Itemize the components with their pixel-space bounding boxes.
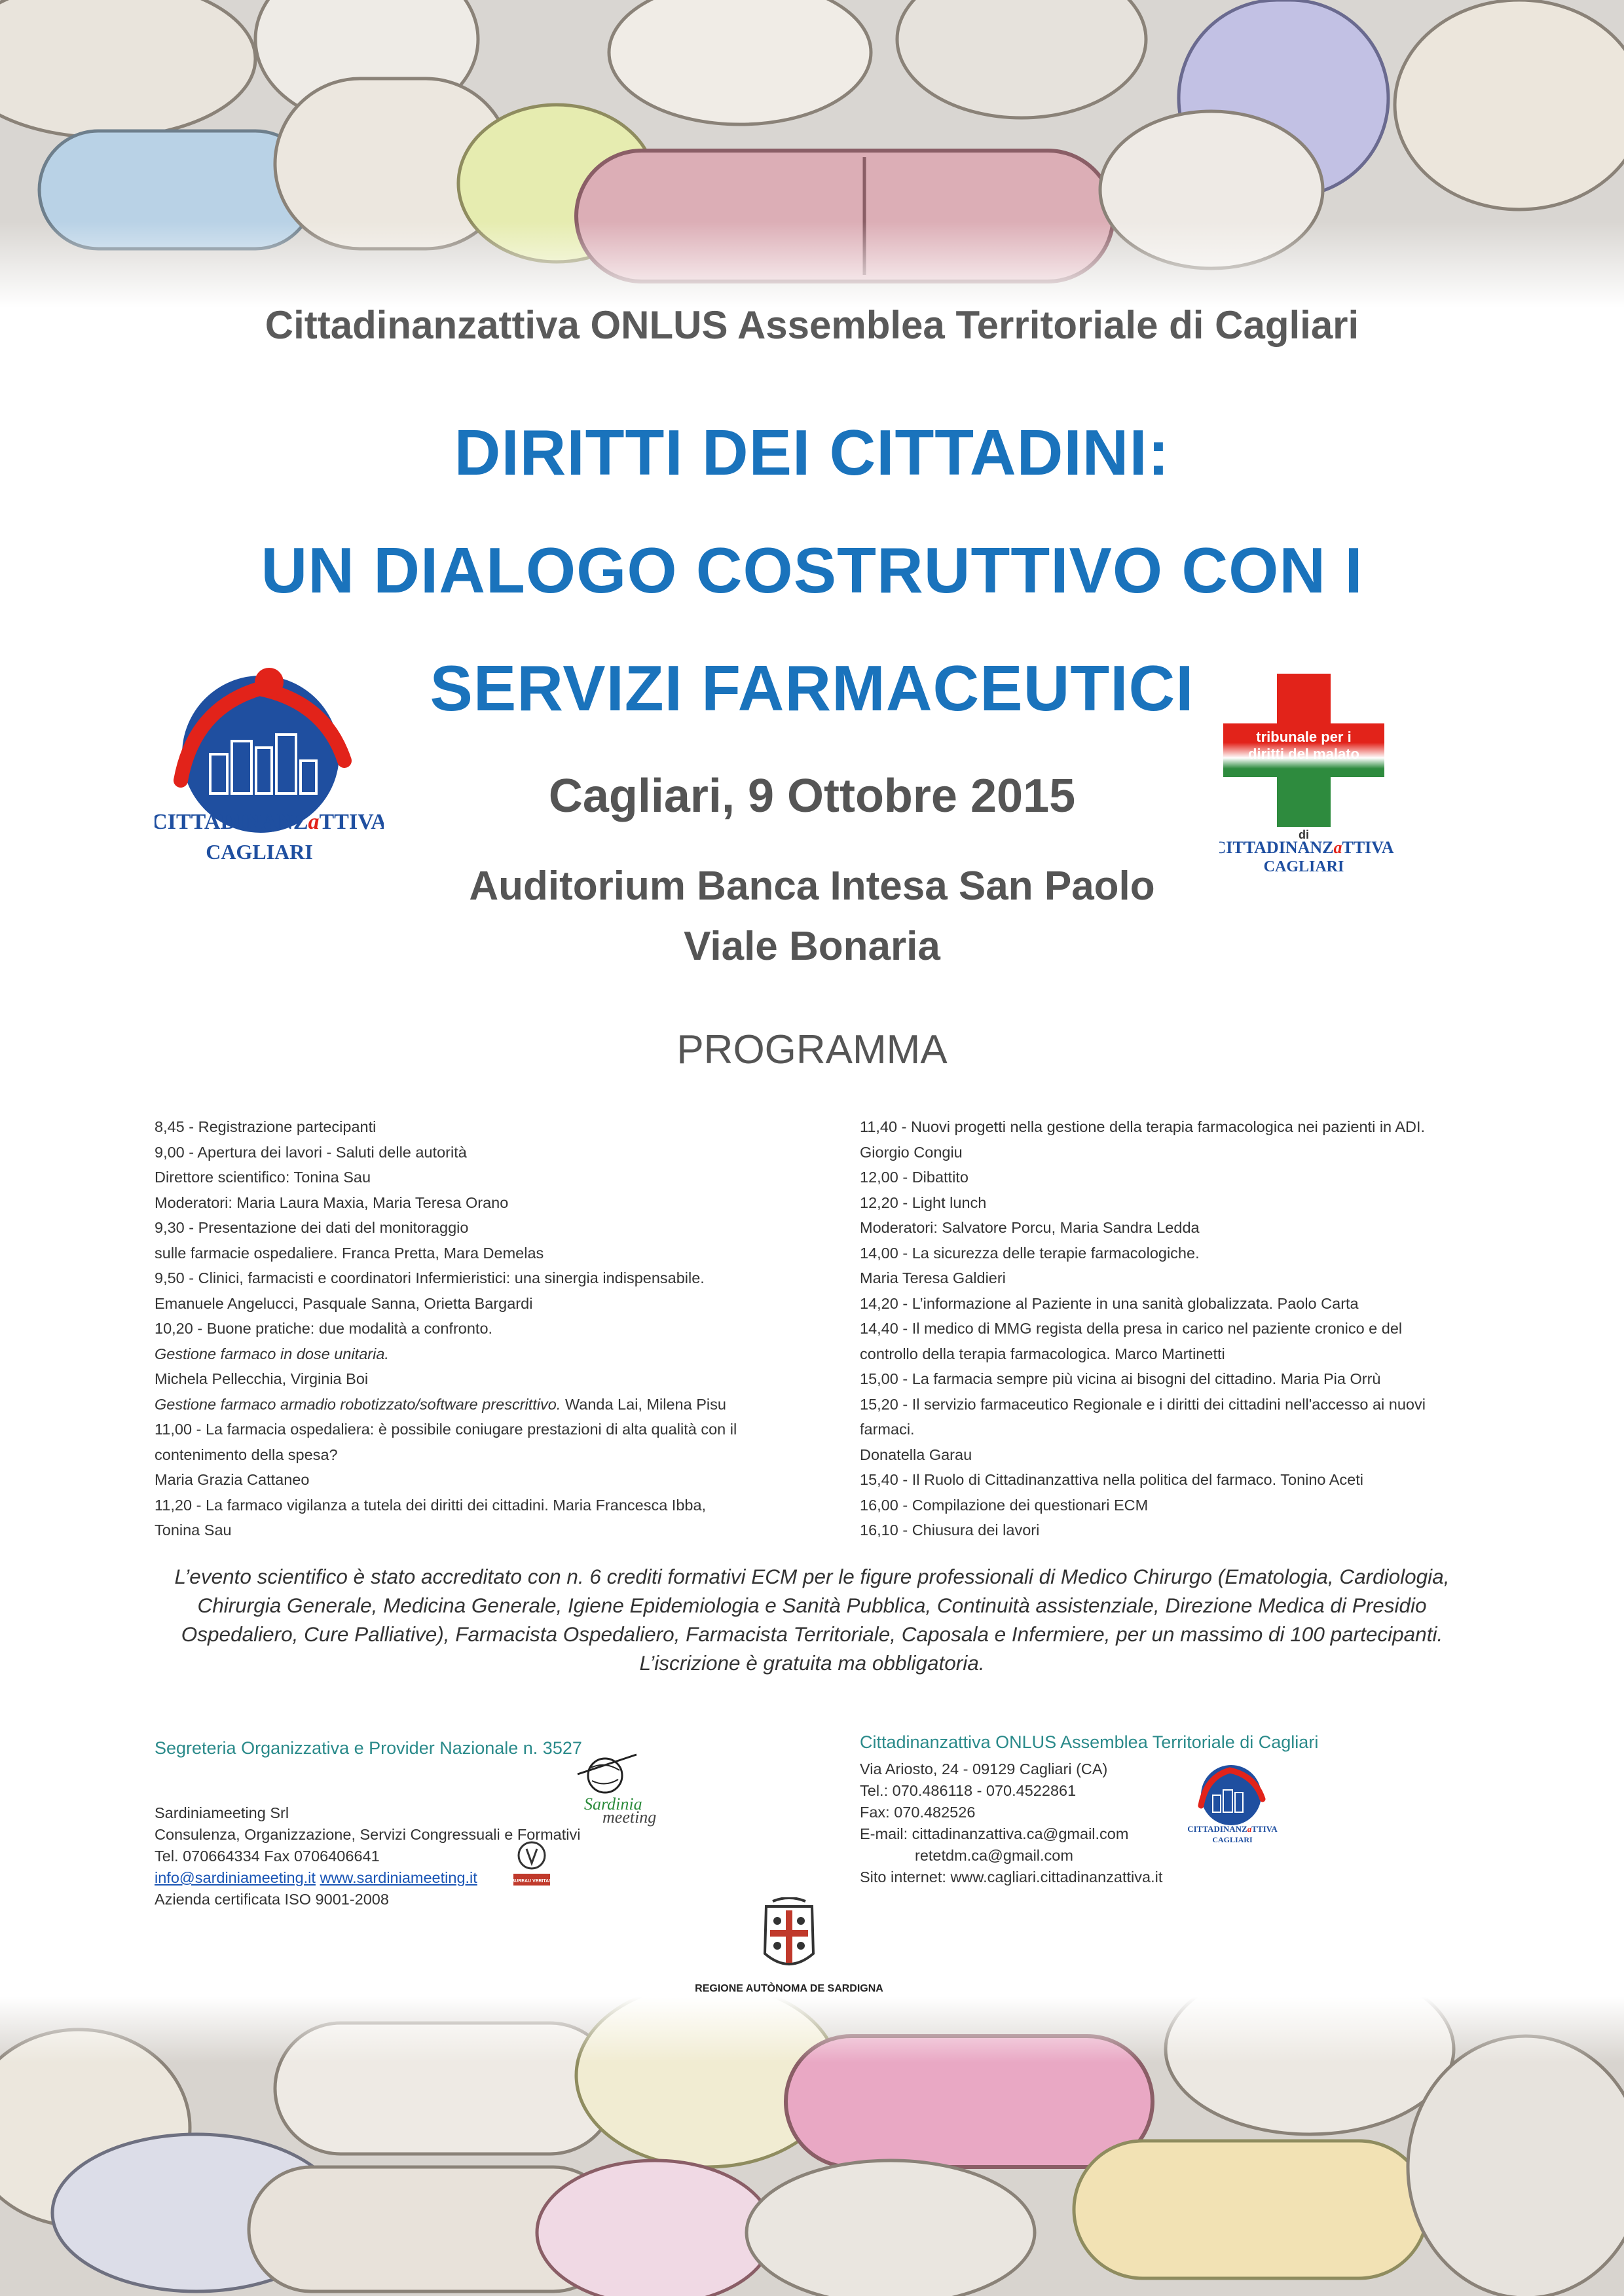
program-item: 14,00 - La sicurezza delle terapie farmacologiche. bbox=[860, 1244, 1200, 1262]
program-item: Gestione farmaco armadio robotizzato/software prescrittivo. Wanda Lai, Milena Pisu bbox=[155, 1395, 726, 1413]
program-item: 9,50 - Clinici, farmacisti e coordinatori Infermieristici: una sinergia indispensabile. bbox=[155, 1269, 705, 1286]
program-item: 12,20 - Light lunch bbox=[860, 1194, 987, 1211]
website: Sito internet: www.cagliari.cittadinanzattiva.it bbox=[860, 1868, 1163, 1886]
event-title-line-2: UN DIALOGO COSTRUTTIVO CON I bbox=[261, 534, 1363, 606]
program-item: 15,00 - La farmacia sempre più vicina ai bisogni del cittadino. Maria Pia Orrù bbox=[860, 1370, 1381, 1387]
program-item: Emanuele Angelucci, Pasquale Sanna, Orietta Bargardi bbox=[155, 1294, 533, 1312]
program-item: 9,00 - Apertura dei lavori - Saluti delle autorità bbox=[155, 1143, 467, 1161]
program-item: Moderatori: Maria Laura Maxia, Maria Teresa Orano bbox=[155, 1194, 509, 1211]
website-link[interactable]: www.sardiniameeting.it bbox=[320, 1869, 477, 1886]
svg-text:BUREAU VERITAS: BUREAU VERITAS bbox=[511, 1879, 552, 1884]
program-right-column bbox=[860, 1114, 1515, 1543]
program-item: 14,20 - L’informazione al Paziente in una sanità globalizzata. Paolo Carta bbox=[860, 1294, 1359, 1312]
svg-text:diritti del malato: diritti del malato bbox=[1248, 746, 1359, 762]
program-item: 14,40 - Il medico di MMG regista della presa in carico nel paziente cronico e del bbox=[860, 1320, 1403, 1337]
top-pills-banner bbox=[0, 0, 1624, 308]
ecm-note-line: L’evento scientifico è stato accreditato con n. 6 crediti formativi ECM per le figure professionali di Medico Chirurgo (Ematologia, Cardiologia, bbox=[174, 1565, 1450, 1588]
svg-text:meeting: meeting bbox=[602, 1808, 657, 1827]
svg-text:CAGLIARI: CAGLIARI bbox=[1212, 1835, 1253, 1844]
company-name: Sardiniameeting Srl bbox=[155, 1804, 289, 1821]
program-item: Tonina Sau bbox=[155, 1522, 232, 1539]
cittadinanzattiva-small-logo bbox=[1187, 1761, 1278, 1846]
sardinia-meeting-logo bbox=[564, 1748, 669, 1827]
telephone: Tel.: 070.486118 - 070.4522861 bbox=[860, 1782, 1077, 1799]
program-item: Moderatori: Salvatore Porcu, Maria Sandra Ledda bbox=[860, 1219, 1200, 1236]
program-item: 16,00 - Compilazione dei questionari ECM bbox=[860, 1496, 1149, 1514]
ecm-note-line: L’iscrizione è gratuita ma obbligatoria. bbox=[639, 1651, 985, 1675]
cittadinanzattiva-contacts bbox=[860, 1732, 1384, 1888]
program-item: Donatella Garau bbox=[860, 1446, 972, 1463]
program-item: contenimento della spesa? bbox=[155, 1446, 338, 1463]
program-item: 10,20 - Buone pratiche: due modalità a confronto. bbox=[155, 1320, 493, 1337]
svg-text:CAGLIARI: CAGLIARI bbox=[206, 840, 313, 864]
svg-text:Sardinia: Sardinia bbox=[584, 1795, 642, 1813]
svg-text:CITTADINANZaTTIVA: CITTADINANZaTTIVA bbox=[1219, 838, 1394, 857]
program-item: Maria Grazia Cattaneo bbox=[155, 1471, 310, 1488]
iso-certification: Azienda certificata ISO 9001-2008 bbox=[155, 1891, 389, 1908]
venue-name: Auditorium Banca Intesa San Paolo bbox=[469, 864, 1155, 909]
program-item: Michela Pellecchia, Virginia Boi bbox=[155, 1370, 369, 1387]
event-title-line-3: SERVIZI FARMACEUTICI bbox=[430, 652, 1194, 724]
svg-text:CITTADINANZaTTIVA: CITTADINANZaTTIVA bbox=[155, 810, 384, 834]
tribunale-diritti-malato-logo bbox=[1219, 671, 1396, 874]
program-item: farmaci. bbox=[860, 1421, 915, 1438]
ecm-note-line: Ospedaliero, Cure Palliative), Farmacista Ospedaliero, Farmacista Territoriale, Caposala e Infermiere, per un massimo di 100 partecipanti. bbox=[181, 1622, 1443, 1646]
program-item: 11,00 - La farmacia ospedaliera: è possibile coniugare prestazioni di alta qualità con il bbox=[155, 1421, 737, 1438]
email-link[interactable]: info@sardiniameeting.it bbox=[155, 1869, 316, 1886]
program-item: controllo della terapia farmacologica. Marco Martinetti bbox=[860, 1345, 1225, 1362]
svg-text:CITTADINANZaTTIVA: CITTADINANZaTTIVA bbox=[1187, 1824, 1278, 1834]
program-item: 9,30 - Presentazione dei dati del monitoraggio bbox=[155, 1219, 469, 1236]
ecm-note-line: Chirurgia Generale, Medicina Generale, Igiene Epidemiologia e Sanità Pubblica, Continuità assistenziale, Direzione Medica di Presidio bbox=[197, 1594, 1427, 1617]
program-item: 16,10 - Chiusura dei lavori bbox=[860, 1522, 1040, 1539]
program-item: Gestione farmaco in dose unitaria. bbox=[155, 1345, 389, 1362]
secretariat-heading: Segreteria Organizzativa e Provider Nazionale n. 3527 bbox=[155, 1738, 582, 1758]
program-item: 15,20 - Il servizio farmaceutico Regionale e i diritti dei cittadini nell'accesso ai nuovi bbox=[860, 1395, 1426, 1413]
cittadinanzattiva-logo bbox=[155, 663, 384, 872]
bureau-veritas-logo bbox=[511, 1838, 553, 1888]
program-item: Direttore scientifico: Tonina Sau bbox=[155, 1169, 371, 1186]
event-title-line-1: DIRITTI DEI CITTADINI: bbox=[454, 416, 1170, 488]
company-services: Consulenza, Organizzazione, Servizi Congressuali e Formativi bbox=[155, 1826, 581, 1843]
program-item: 12,00 - Dibattito bbox=[860, 1169, 969, 1186]
program-item: 8,45 - Registrazione partecipanti bbox=[155, 1118, 377, 1135]
program-item: Giorgio Congiu bbox=[860, 1143, 963, 1161]
contacts-heading: Cittadinanzattiva ONLUS Assemblea Territoriale di Cagliari bbox=[860, 1732, 1319, 1752]
svg-text:di: di bbox=[1299, 828, 1309, 841]
svg-text:REGIONE AUTÒNOMA DE SARDIGNA: REGIONE AUTÒNOMA DE SARDIGNA bbox=[695, 1983, 883, 1994]
ecm-accreditation-note bbox=[157, 1562, 1467, 1677]
fax: Fax: 070.482526 bbox=[860, 1804, 976, 1821]
email-primary: E-mail: cittadinanzattiva.ca@gmail.com bbox=[860, 1825, 1129, 1842]
organization-header: Cittadinanzattiva ONLUS Assemblea Territoriale di Cagliari bbox=[265, 303, 1359, 347]
program-item: sulle farmacie ospedaliere. Franca Pretta, Mara Demelas bbox=[155, 1244, 544, 1262]
program-left-column bbox=[155, 1114, 809, 1543]
regione-sardegna-logo bbox=[674, 1897, 904, 2013]
event-date: Cagliari, 9 Ottobre 2015 bbox=[548, 770, 1076, 822]
program-item: 11,40 - Nuovi progetti nella gestione della terapia farmacologica nei pazienti in ADI. bbox=[860, 1118, 1426, 1135]
company-phone: Tel. 070664334 Fax 0706406641 bbox=[155, 1848, 380, 1865]
email-secondary: retetdm.ca@gmail.com bbox=[915, 1847, 1073, 1864]
program-item: Maria Teresa Galdieri bbox=[860, 1269, 1006, 1286]
venue-street: Viale Bonaria bbox=[684, 924, 940, 969]
bottom-pills-banner bbox=[0, 1997, 1624, 2296]
program-heading: PROGRAMMA bbox=[676, 1027, 948, 1072]
address: Via Ariosto, 24 - 09129 Cagliari (CA) bbox=[860, 1760, 1108, 1777]
program-item: 15,40 - Il Ruolo di Cittadinanzattiva nella politica del farmaco. Tonino Aceti bbox=[860, 1471, 1363, 1488]
program-item: 11,20 - La farmaco vigilanza a tutela dei diritti dei cittadini. Maria Francesca Ibba, bbox=[155, 1496, 707, 1514]
svg-text:CAGLIARI: CAGLIARI bbox=[1263, 858, 1344, 874]
svg-text:tribunale per i: tribunale per i bbox=[1256, 729, 1352, 745]
